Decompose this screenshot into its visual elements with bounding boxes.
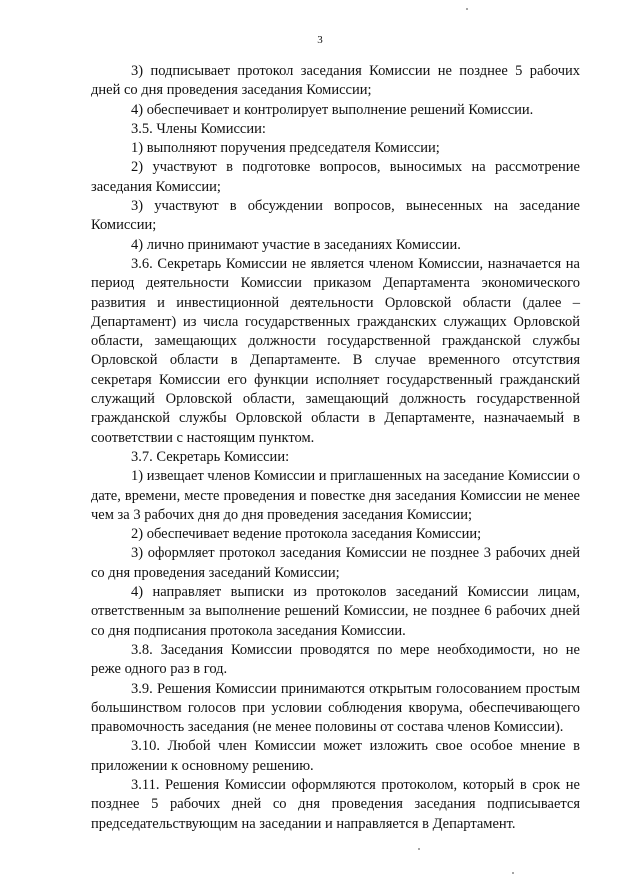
paragraph-3-9-decisions: 3.9. Решения Комиссии принимаются открытым голосованием простым большинством голосов при условии соблюдения кворума, обеспечивающего правомочность заседания (не менее половины от состава членов Комиссии). [91,680,580,736]
paragraph-3-6-secretary: 3.6. Секретарь Комиссии не является членом Комиссии, назначается на период деятельности Комиссии приказом Департамента экономического развития и инвестиционной деятельности Орловской области (далее – Департамент) из числа государственных гражданских служащих Орловской области, замещающих должности государственной гражданской службы Орловской области в Департаменте. В случае временного отсутствия секретаря Комиссии его функции исполняет государственный гражданский служащий Орловской области, замещающий должность государственной гражданской службы Орловской области в Департаменте, назначаемый в соответствии с настоящим пунктом. [91,255,580,446]
paragraph-ensures-decisions: 4) обеспечивает и контролирует выполнение решений Комиссии. [131,101,534,118]
paragraph-3-7-heading: 3.7. Секретарь Комиссии: [131,448,290,465]
paragraph-signs-protocol: 3) подписывает протокол заседания Комиссии не позднее 5 рабочих дней со дня проведения заседания Комиссии; [91,63,580,99]
paragraph-3-10-opinion: 3.10. Любой член Комиссии может изложить свое особое мнение в приложении к основному решению. [91,738,580,774]
paragraph-secretary-item-4: 4) направляет выписки из протоколов заседаний Комиссии лицам, ответственным за выполнение решений Комиссии, не позднее 6 рабочих дней со дня подписания протокола заседания Комиссии. [91,584,580,639]
paragraph-secretary-item-1: 1) извещает членов Комиссии и приглашенных на заседание Комиссии о дате, времени, месте проведения и повестке дня заседания Комиссии не менее чем за 3 рабочих дня до дня проведения заседания Комиссии; [91,468,580,523]
scan-speck [418,848,420,850]
paragraph-secretary-item-2: 2) обеспечивает ведение протокола заседания Комиссии; [131,526,482,543]
paragraph-members-item-1: 1) выполняют поручения председателя Комиссии; [131,140,440,157]
paragraph-members-item-4: 4) лично принимают участие в заседаниях Комиссии. [131,236,461,253]
paragraph-3-8-meetings: 3.8. Заседания Комиссии проводятся по мере необходимости, но не реже одного раз в год. [91,641,580,678]
scan-speck [512,872,514,874]
paragraph-3-5-heading: 3.5. Члены Комиссии: [131,120,266,137]
paragraph-members-item-3: 3) участвуют в обсуждении вопросов, вынесенных на заседание Комиссии; [91,198,580,234]
document-body [91,62,580,834]
paragraph-3-11-protocol: 3.11. Решения Комиссии оформляются протоколом, который в срок не позднее 5 рабочих дней со дня проведения заседания подписывается председательствующим на заседании и направляется в Департамент. [91,776,580,832]
scan-speck [466,8,468,10]
paragraph-members-item-2: 2) участвуют в подготовке вопросов, выносимых на рассмотрение заседания Комиссии; [91,159,580,195]
paragraph-secretary-item-3: 3) оформляет протокол заседания Комиссии не позднее 3 рабочих дней со дня проведения заседаний Комиссии; [91,545,580,581]
page-number: 3 [317,34,323,46]
